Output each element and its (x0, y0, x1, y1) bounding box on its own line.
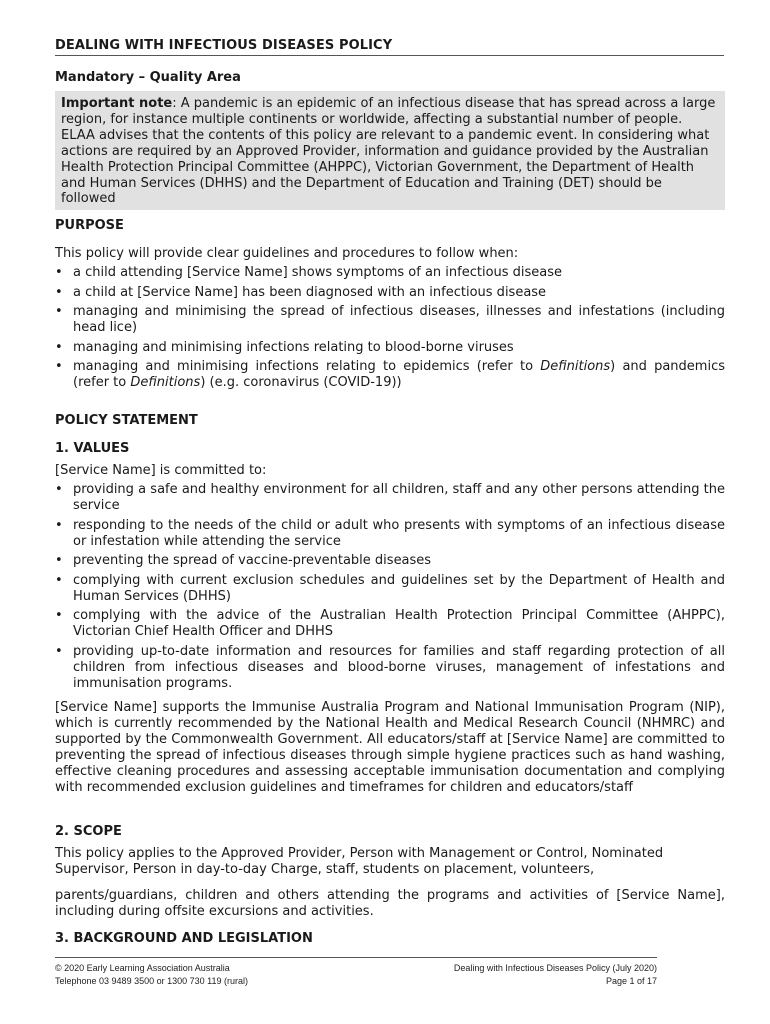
important-note-text: : A pandemic is an epidemic of an infectious disease that has spread across a large region, for instance multiple continents or worldwide, affecting a substantial number of people. ELAA advises that the contents of this policy are relevant to a pandemic event. In considering what actions are required by an Approved Provider, information and guidance provided by the Australian Health Protection Principal Committee (AHPPC), Victorian Government, the Department of Health and Human Services (DHHS) and the Department of Education and Training (DET) should be followed (61, 96, 716, 207)
footer-copyright: © 2020 Early Learning Association Australia (55, 963, 230, 973)
title-divider (55, 55, 724, 56)
purpose-list (55, 265, 725, 395)
values-intro: [Service Name] is committed to: (55, 463, 267, 478)
quality-area-heading: Mandatory – Quality Area (55, 70, 241, 85)
values-list-item: • responding to the needs of the child or adult who presents with symptoms of an infectious disease or infestation while attending the service (55, 518, 725, 550)
purpose-list-item: • a child attending [Service Name] shows symptoms of an infectious disease (55, 265, 725, 281)
values-paragraph: [Service Name] supports the Immunise Australia Program and National Immunisation Program (NIP), which is currently recommended by the National Health and Medical Research Council (NHMRC) and supported by the Commonwealth Government. All educators/staff at [Service Name] are committed to preventing the spread of infectious diseases through simple hygiene practices such as hand washing, effective cleaning procedures and assessing acceptable immunisation documentation and complying with recommended exclusion guidelines and timeframes for children and educators/staff (55, 700, 725, 795)
values-list-item: • complying with current exclusion schedules and guidelines set by the Department of Health and Human Services (DHHS) (55, 573, 725, 605)
purpose-list-item: • a child at [Service Name] has been diagnosed with an infectious disease (55, 285, 725, 301)
footer-divider (55, 957, 657, 958)
footer-telephone: Telephone 03 9489 3500 or 1300 730 119 (rural) (55, 975, 248, 986)
values-list-item: • complying with the advice of the Australian Health Protection Principal Committee (AHPPC), Victorian Chief Health Officer and DHHS (55, 608, 725, 640)
purpose-list-item: • managing and minimising infections relating to blood-borne viruses (55, 340, 725, 356)
values-list-item: • providing up-to-date information and resources for families and staff regarding protection of all children from infectious diseases and blood-borne viruses, management of infestations and immunisation programs. (55, 644, 725, 692)
scope-paragraph-1: This policy applies to the Approved Provider, Person with Management or Control, Nominated Supervisor, Person in day-to-day Charge, staff, students on placement, volunteers, (55, 846, 664, 877)
important-note-label: Important note (61, 96, 173, 111)
purpose-list-item: • managing and minimising infections relating to epidemics (refer to Definitions) and pandemics (refer to Definitions) (e.g. coronavirus (COVID-19)) (55, 359, 725, 391)
scope-heading: 2. SCOPE (55, 824, 122, 839)
background-heading: 3. BACKGROUND AND LEGISLATION (55, 931, 313, 946)
values-list (55, 482, 725, 696)
scope-paragraph-2: parents/guardians, children and others attending the programs and activities of [Service Name], including during offsite excursions and activities. (55, 888, 725, 919)
policy-statement-heading: POLICY STATEMENT (55, 413, 198, 428)
document-title: DEALING WITH INFECTIOUS DISEASES POLICY (55, 38, 393, 53)
purpose-list-item: • managing and minimising the spread of infectious diseases, illnesses and infestations (including head lice) (55, 304, 725, 336)
values-heading: 1. VALUES (55, 441, 130, 456)
footer-page-number: Page 1 of 17 (605, 975, 657, 986)
values-list-item: • preventing the spread of vaccine-preventable diseases (55, 553, 725, 569)
footer-policy-name: Dealing with Infectious Diseases Policy (July 2020) (453, 963, 657, 973)
purpose-heading: PURPOSE (55, 218, 124, 233)
purpose-intro: This policy will provide clear guidelines and procedures to follow when: (55, 246, 519, 261)
important-note-box (55, 91, 725, 210)
values-list-item: • providing a safe and healthy environment for all children, staff and any other persons attending the service (55, 482, 725, 514)
